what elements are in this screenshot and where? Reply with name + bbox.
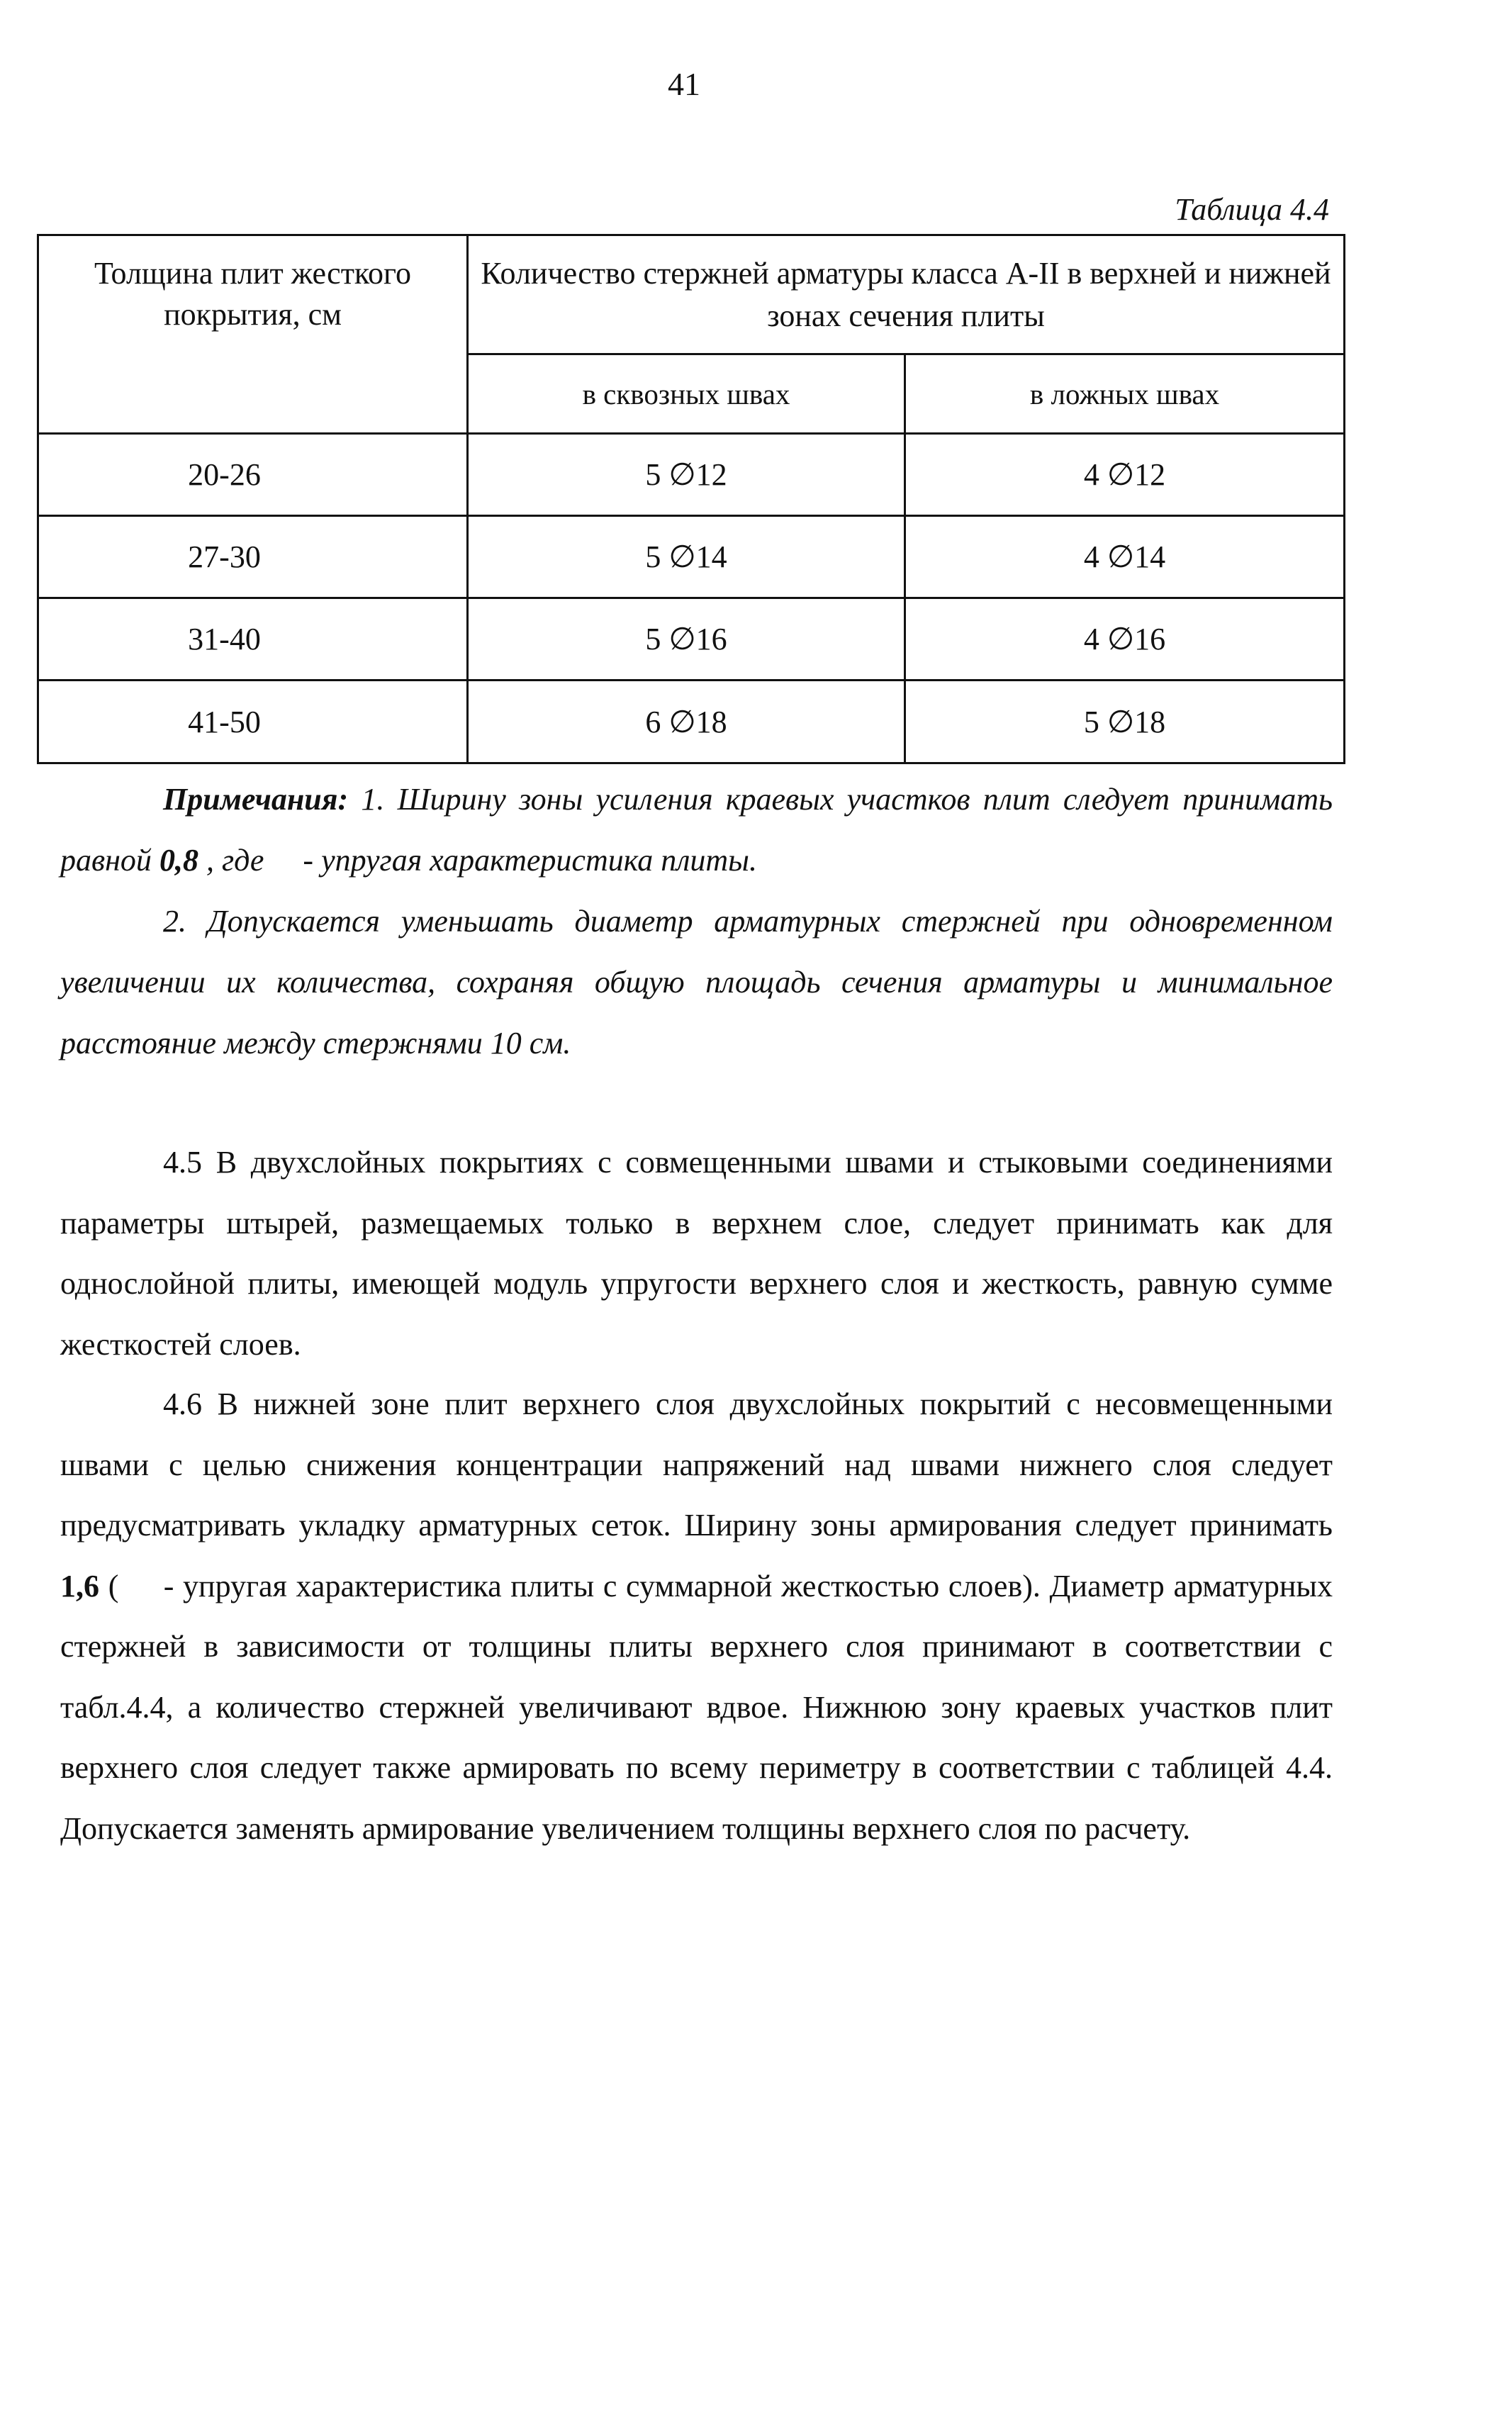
paragraph-4-6-part-a: 4.6 В нижней зоне плит верхнего слоя двухслойных покрытий с несовмещенными швами с целью снижения концентрации напряжений над швами нижнего слоя следует предусматривать укладку арматурных сеток. Ширину зоны армирования следует принимать	[60, 1387, 1333, 1542]
note-1-value: 0,8	[159, 843, 198, 878]
cell-through: 5 ∅12	[468, 434, 905, 516]
table-row	[38, 516, 1345, 598]
cell-through: 5 ∅14	[468, 516, 905, 598]
page-number: 41	[668, 66, 700, 102]
reinforcement-table	[37, 234, 1345, 764]
note-1-number: 1.	[361, 782, 385, 817]
cell-thickness: 41-50	[38, 681, 468, 763]
cell-false: 4 ∅12	[905, 434, 1345, 516]
cell-thickness: 27-30	[38, 516, 468, 598]
table-note-1	[60, 769, 1333, 891]
header-thickness: Толщина плит жесткого покрытия, см	[38, 235, 468, 434]
table-caption: Таблица 4.4	[1175, 192, 1329, 227]
cell-through: 6 ∅18	[468, 681, 905, 763]
table-row	[38, 434, 1345, 516]
paragraph-4-6-part-b: ( - упругая характеристика плиты с суммарной жесткостью слоев). Диаметр арматурных стержней в зависимости от толщины плиты верхнего слоя принимают в соответствии с табл.4.4, а количество стержней увеличивают вдвое. Нижнюю зону краевых участков плит верхнего слоя следует также армировать по всему периметру в соответствии с таблицей 4.4. Допускается заменять армирование увеличением толщины верхнего слоя по расчету.	[60, 1568, 1340, 1846]
paragraph-4-5: 4.5 В двухслойных покрытиях с совмещенными швами и стыковыми соединениями параметры штырей, размещаемых только в верхнем слое, следует принимать как для однослойной плиты, имеющей модуль упругости верхнего слоя и жесткость, равную сумме жесткостей слоев.	[60, 1145, 1333, 1362]
paragraph-4-6	[60, 1374, 1340, 1859]
cell-false: 4 ∅14	[905, 516, 1345, 598]
header-bar-count: Количество стержней арматуры класса А-II в верхней и нижней зонах сечения плиты	[468, 235, 1345, 354]
cell-thickness: 20-26	[38, 434, 468, 516]
subheader-false-joints: в ложных швах	[905, 354, 1345, 434]
notes-label: Примечания:	[163, 782, 349, 817]
cell-false: 4 ∅16	[905, 598, 1345, 681]
subheader-through-joints: в сквозных швах	[468, 354, 905, 434]
cell-through: 5 ∅16	[468, 598, 905, 681]
paragraph-4-6-value: 1,6	[60, 1568, 99, 1603]
table-row	[38, 598, 1345, 681]
table-note-2: 2. Допускается уменьшать диаметр арматурных стержней при одновременном увеличении их количества, сохраняя общую площадь сечения арматуры и минимальное расстояние между стержнями 10 см.	[60, 904, 1333, 1060]
note-1-tail: , где - упругая характеристика плиты.	[206, 843, 757, 878]
note-1-text: Ширину зоны усиления краевых участков плит следует принимать равной	[60, 782, 1333, 878]
table-row	[38, 681, 1345, 763]
cell-thickness: 31-40	[38, 598, 468, 681]
cell-false: 5 ∅18	[905, 681, 1345, 763]
